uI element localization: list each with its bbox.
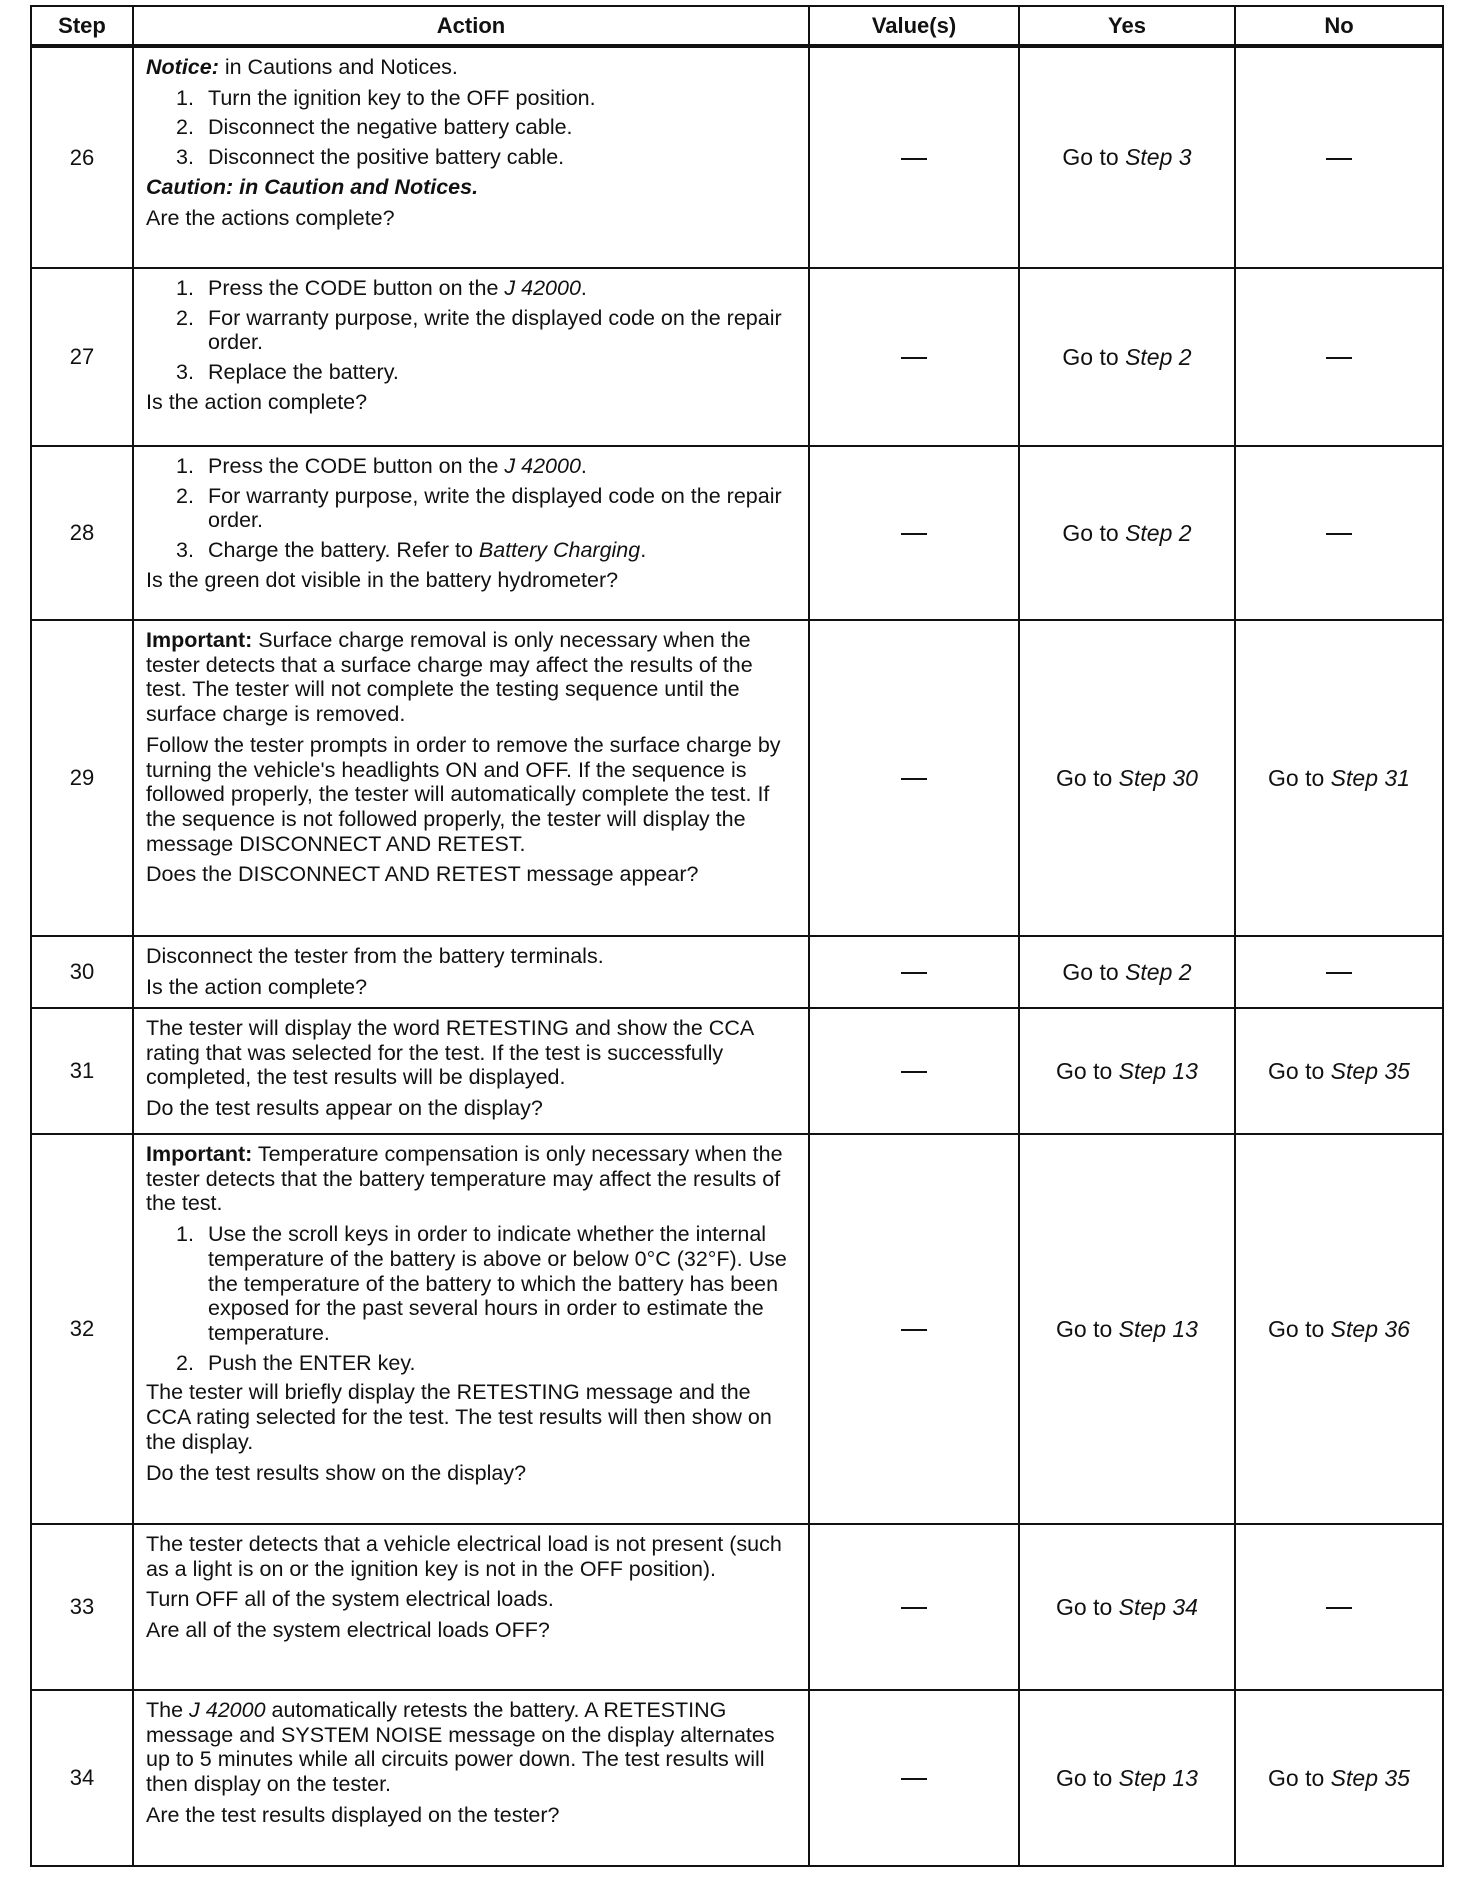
dash-mark (901, 1778, 927, 1780)
yes-cell (1019, 1008, 1235, 1134)
list-number: 3. (176, 538, 194, 563)
text-segment: Go to (1062, 958, 1126, 985)
list-number: 3. (176, 360, 194, 385)
text-segment: Step 2 (1125, 343, 1192, 370)
dash-mark (901, 1329, 927, 1331)
text-segment: Step 30 (1118, 764, 1198, 791)
step-number: 34 (31, 1690, 133, 1866)
dash-mark (901, 778, 927, 780)
text-segment: Do the test results show on the display? (146, 1460, 527, 1485)
text-segment: Is the action complete? (146, 974, 368, 999)
action-paragraph (146, 1618, 798, 1643)
action-list-item (146, 86, 798, 111)
value-cell (809, 620, 1019, 936)
text-segment: Important: (146, 1142, 253, 1166)
header-yes: Yes (1019, 6, 1235, 46)
text-segment: Step 35 (1330, 1764, 1410, 1791)
action-paragraph (146, 1380, 798, 1454)
text-segment: Are all of the system electrical loads OFF? (146, 1618, 550, 1643)
yes-cell (1019, 46, 1235, 268)
text-segment: Go to (1056, 1057, 1119, 1084)
table-row (31, 620, 1443, 936)
text-segment: Charge the battery. Refer to (208, 538, 479, 563)
no-cell (1235, 620, 1443, 936)
list-number: 1. (176, 454, 194, 478)
dash-mark (1326, 1607, 1352, 1609)
no-cell (1235, 268, 1443, 446)
text-segment: Go to (1056, 1315, 1119, 1342)
list-number: 2. (176, 305, 194, 330)
text-segment: . (580, 454, 587, 478)
action-paragraph (146, 944, 798, 969)
table-row (31, 268, 1443, 446)
table-row (31, 1008, 1443, 1134)
dash-mark (901, 1071, 927, 1073)
action-list-item (146, 538, 798, 563)
action-list-item (146, 276, 798, 301)
text-segment: Are the test results displayed on the tester? (146, 1802, 560, 1827)
action-paragraph (146, 1698, 798, 1797)
text-segment: . (580, 276, 587, 300)
text-segment: Press the CODE button on the (208, 454, 505, 478)
action-paragraph (146, 1532, 798, 1581)
action-list-item (146, 306, 798, 355)
text-segment: Disconnect the positive battery cable. (208, 145, 565, 170)
list-number: 2. (176, 115, 194, 140)
text-segment: Go to (1056, 764, 1119, 791)
text-segment: Step 34 (1118, 1593, 1198, 1620)
action-paragraph (146, 1142, 798, 1216)
text-segment: Go to (1062, 343, 1126, 370)
text-segment: Battery Charging (478, 538, 641, 563)
yes-cell (1019, 446, 1235, 620)
text-segment: Press the CODE button on the (208, 276, 505, 300)
text-segment: Turn OFF all of the system electrical loads. (146, 1587, 554, 1612)
yes-cell (1019, 268, 1235, 446)
value-cell (809, 46, 1019, 268)
list-number: 1. (176, 85, 194, 110)
header-values: Value(s) (809, 6, 1019, 46)
text-segment: For warranty purpose, write the displayed code on the repair order. (208, 305, 782, 355)
dash-mark (901, 158, 927, 160)
text-segment: Do the test results appear on the display? (146, 1096, 543, 1121)
table-body (31, 46, 1443, 1866)
text-segment: Replace the battery. (208, 360, 399, 385)
yes-cell (1019, 1690, 1235, 1866)
text-segment: Important: (146, 628, 253, 652)
action-paragraph (146, 175, 798, 200)
dash-mark (901, 357, 927, 359)
text-segment: Go to (1268, 1315, 1331, 1342)
text-segment: Step 13 (1118, 1315, 1198, 1342)
value-cell (809, 1690, 1019, 1866)
dash-mark (1326, 533, 1352, 535)
text-segment: Notice: (146, 55, 219, 79)
action-cell (133, 446, 809, 620)
dash-mark (1326, 357, 1352, 359)
value-cell (809, 1008, 1019, 1134)
dash-mark (901, 1607, 927, 1609)
action-paragraph (146, 1016, 798, 1090)
header-action: Action (133, 6, 809, 46)
no-cell (1235, 1008, 1443, 1134)
dash-mark (901, 972, 927, 974)
text-segment: automatically retests the battery. A RETESTING message and SYSTEM NOISE message on the display alternates up to 5 minutes while all circuits power down. The test results will then display on the tester. (146, 1698, 775, 1797)
table-row (31, 1690, 1443, 1866)
text-segment: Go to (1056, 1593, 1119, 1620)
action-cell (133, 1008, 809, 1134)
action-paragraph (146, 568, 798, 593)
action-list-item (146, 145, 798, 170)
action-list-item (146, 1351, 798, 1376)
text-segment: The tester detects that a vehicle electrical load is not present (such as a light is on or the ignition key is not in the OFF position). (146, 1532, 782, 1581)
step-number: 32 (31, 1134, 133, 1524)
list-number: 1. (176, 276, 194, 300)
no-cell (1235, 46, 1443, 268)
yes-cell (1019, 620, 1235, 936)
action-paragraph (146, 390, 798, 415)
action-list-item (146, 1222, 798, 1346)
step-number: 30 (31, 936, 133, 1008)
action-paragraph (146, 1587, 798, 1612)
text-segment: Step 36 (1330, 1315, 1410, 1342)
text-segment: Use the scroll keys in order to indicate whether the internal temperature of the battery is above or below 0°C (32°F). Use the temperature of the battery to which the battery has been exposed for the past several hours in order to estimate the temperature. (208, 1222, 787, 1346)
step-number: 29 (31, 620, 133, 936)
text-segment: Does the DISCONNECT AND RETEST message appear? (146, 862, 699, 887)
action-cell (133, 620, 809, 936)
text-segment: J 42000 (189, 1698, 266, 1722)
action-paragraph (146, 733, 798, 857)
text-segment: The tester will display the word RETESTING and show the CCA rating that was selected for the test. If the test is successfully completed, the test results will be displayed. (146, 1016, 754, 1090)
action-paragraph (146, 1461, 798, 1486)
text-segment: Temperature compensation is only necessary when the tester detects that the battery temperature may affect the results of the test. (146, 1142, 783, 1216)
action-paragraph (146, 1096, 798, 1121)
text-segment: Disconnect the negative battery cable. (208, 115, 573, 140)
header-no: No (1235, 6, 1443, 46)
text-segment: in Cautions and Notices. (218, 55, 458, 79)
text-segment: Follow the tester prompts in order to remove the surface charge by turning the vehicle's headlights ON and OFF. If the sequence is followed properly, the tester will automatically complete the test. If the sequence is not followed properly, the tester will display the message DISCONNECT AND RETEST. (146, 732, 781, 856)
action-cell (133, 1524, 809, 1690)
text-segment: J 42000 (504, 454, 581, 478)
value-cell (809, 1134, 1019, 1524)
action-cell (133, 268, 809, 446)
action-paragraph (146, 975, 798, 1000)
text-segment: Step 31 (1330, 764, 1410, 791)
text-segment: Surface charge removal is only necessary when the tester detects that a surface charge may affect the results of the test. The tester will not complete the testing sequence until the surface charge is removed. (146, 628, 753, 727)
value-cell (809, 936, 1019, 1008)
action-paragraph (146, 862, 798, 887)
action-list-item (146, 484, 798, 533)
text-segment: Go to (1268, 1764, 1331, 1791)
yes-cell (1019, 936, 1235, 1008)
text-segment: The tester will briefly display the RETESTING message and the CCA rating selected for the test. The test results will then show on the display. (146, 1380, 772, 1454)
no-cell (1235, 936, 1443, 1008)
action-list-item (146, 115, 798, 140)
dash-mark (1326, 972, 1352, 974)
text-segment: Go to (1268, 764, 1331, 791)
table-row (31, 46, 1443, 268)
value-cell (809, 268, 1019, 446)
step-number: 26 (31, 46, 133, 268)
text-segment: . (640, 538, 647, 563)
procedure-table (30, 5, 1444, 1867)
yes-cell (1019, 1524, 1235, 1690)
table-row (31, 936, 1443, 1008)
action-cell (133, 1690, 809, 1866)
step-number: 27 (31, 268, 133, 446)
text-segment: Push the ENTER key. (208, 1350, 416, 1375)
no-cell (1235, 1524, 1443, 1690)
value-cell (809, 1524, 1019, 1690)
text-segment: Step 13 (1118, 1057, 1198, 1084)
text-segment: Turn the ignition key to the OFF position. (208, 85, 596, 110)
text-segment: For warranty purpose, write the displayed code on the repair order. (208, 483, 782, 533)
table-row (31, 1134, 1443, 1524)
table-row (31, 1524, 1443, 1690)
list-number: 2. (176, 1350, 194, 1375)
list-number: 2. (176, 483, 194, 508)
list-number: 1. (176, 1222, 194, 1247)
header-row (31, 6, 1443, 46)
action-cell (133, 46, 809, 268)
step-number: 31 (31, 1008, 133, 1134)
no-cell (1235, 1134, 1443, 1524)
text-segment: Go to (1062, 519, 1126, 546)
text-segment: Step 35 (1330, 1057, 1410, 1084)
text-segment: Step 2 (1125, 958, 1192, 985)
text-segment: Caution: in Caution and Notices. (146, 174, 479, 199)
step-number: 28 (31, 446, 133, 620)
action-cell (133, 1134, 809, 1524)
text-segment: The (146, 1698, 190, 1722)
no-cell (1235, 446, 1443, 620)
table-row (31, 446, 1443, 620)
yes-cell (1019, 1134, 1235, 1524)
list-number: 3. (176, 145, 194, 170)
action-paragraph (146, 628, 798, 727)
action-paragraph (146, 55, 798, 80)
text-segment: Are the actions complete? (146, 205, 395, 230)
text-segment: Disconnect the tester from the battery terminals. (146, 944, 604, 968)
action-list-item (146, 454, 798, 479)
step-number: 33 (31, 1524, 133, 1690)
action-paragraph (146, 1803, 798, 1828)
text-segment: Step 13 (1118, 1764, 1198, 1791)
text-segment: Step 3 (1125, 144, 1192, 170)
text-segment: Go to (1268, 1057, 1331, 1084)
dash-mark (901, 533, 927, 535)
action-cell (133, 936, 809, 1008)
value-cell (809, 446, 1019, 620)
dash-mark (1326, 158, 1352, 160)
header-step: Step (31, 6, 133, 46)
action-paragraph (146, 206, 798, 231)
no-cell (1235, 1690, 1443, 1866)
text-segment: Step 2 (1125, 519, 1192, 546)
text-segment: Is the green dot visible in the battery hydrometer? (146, 567, 619, 592)
text-segment: Go to (1062, 144, 1126, 170)
action-list-item (146, 360, 798, 385)
text-segment: Is the action complete? (146, 389, 368, 414)
text-segment: J 42000 (504, 276, 581, 300)
text-segment: Go to (1056, 1764, 1119, 1791)
